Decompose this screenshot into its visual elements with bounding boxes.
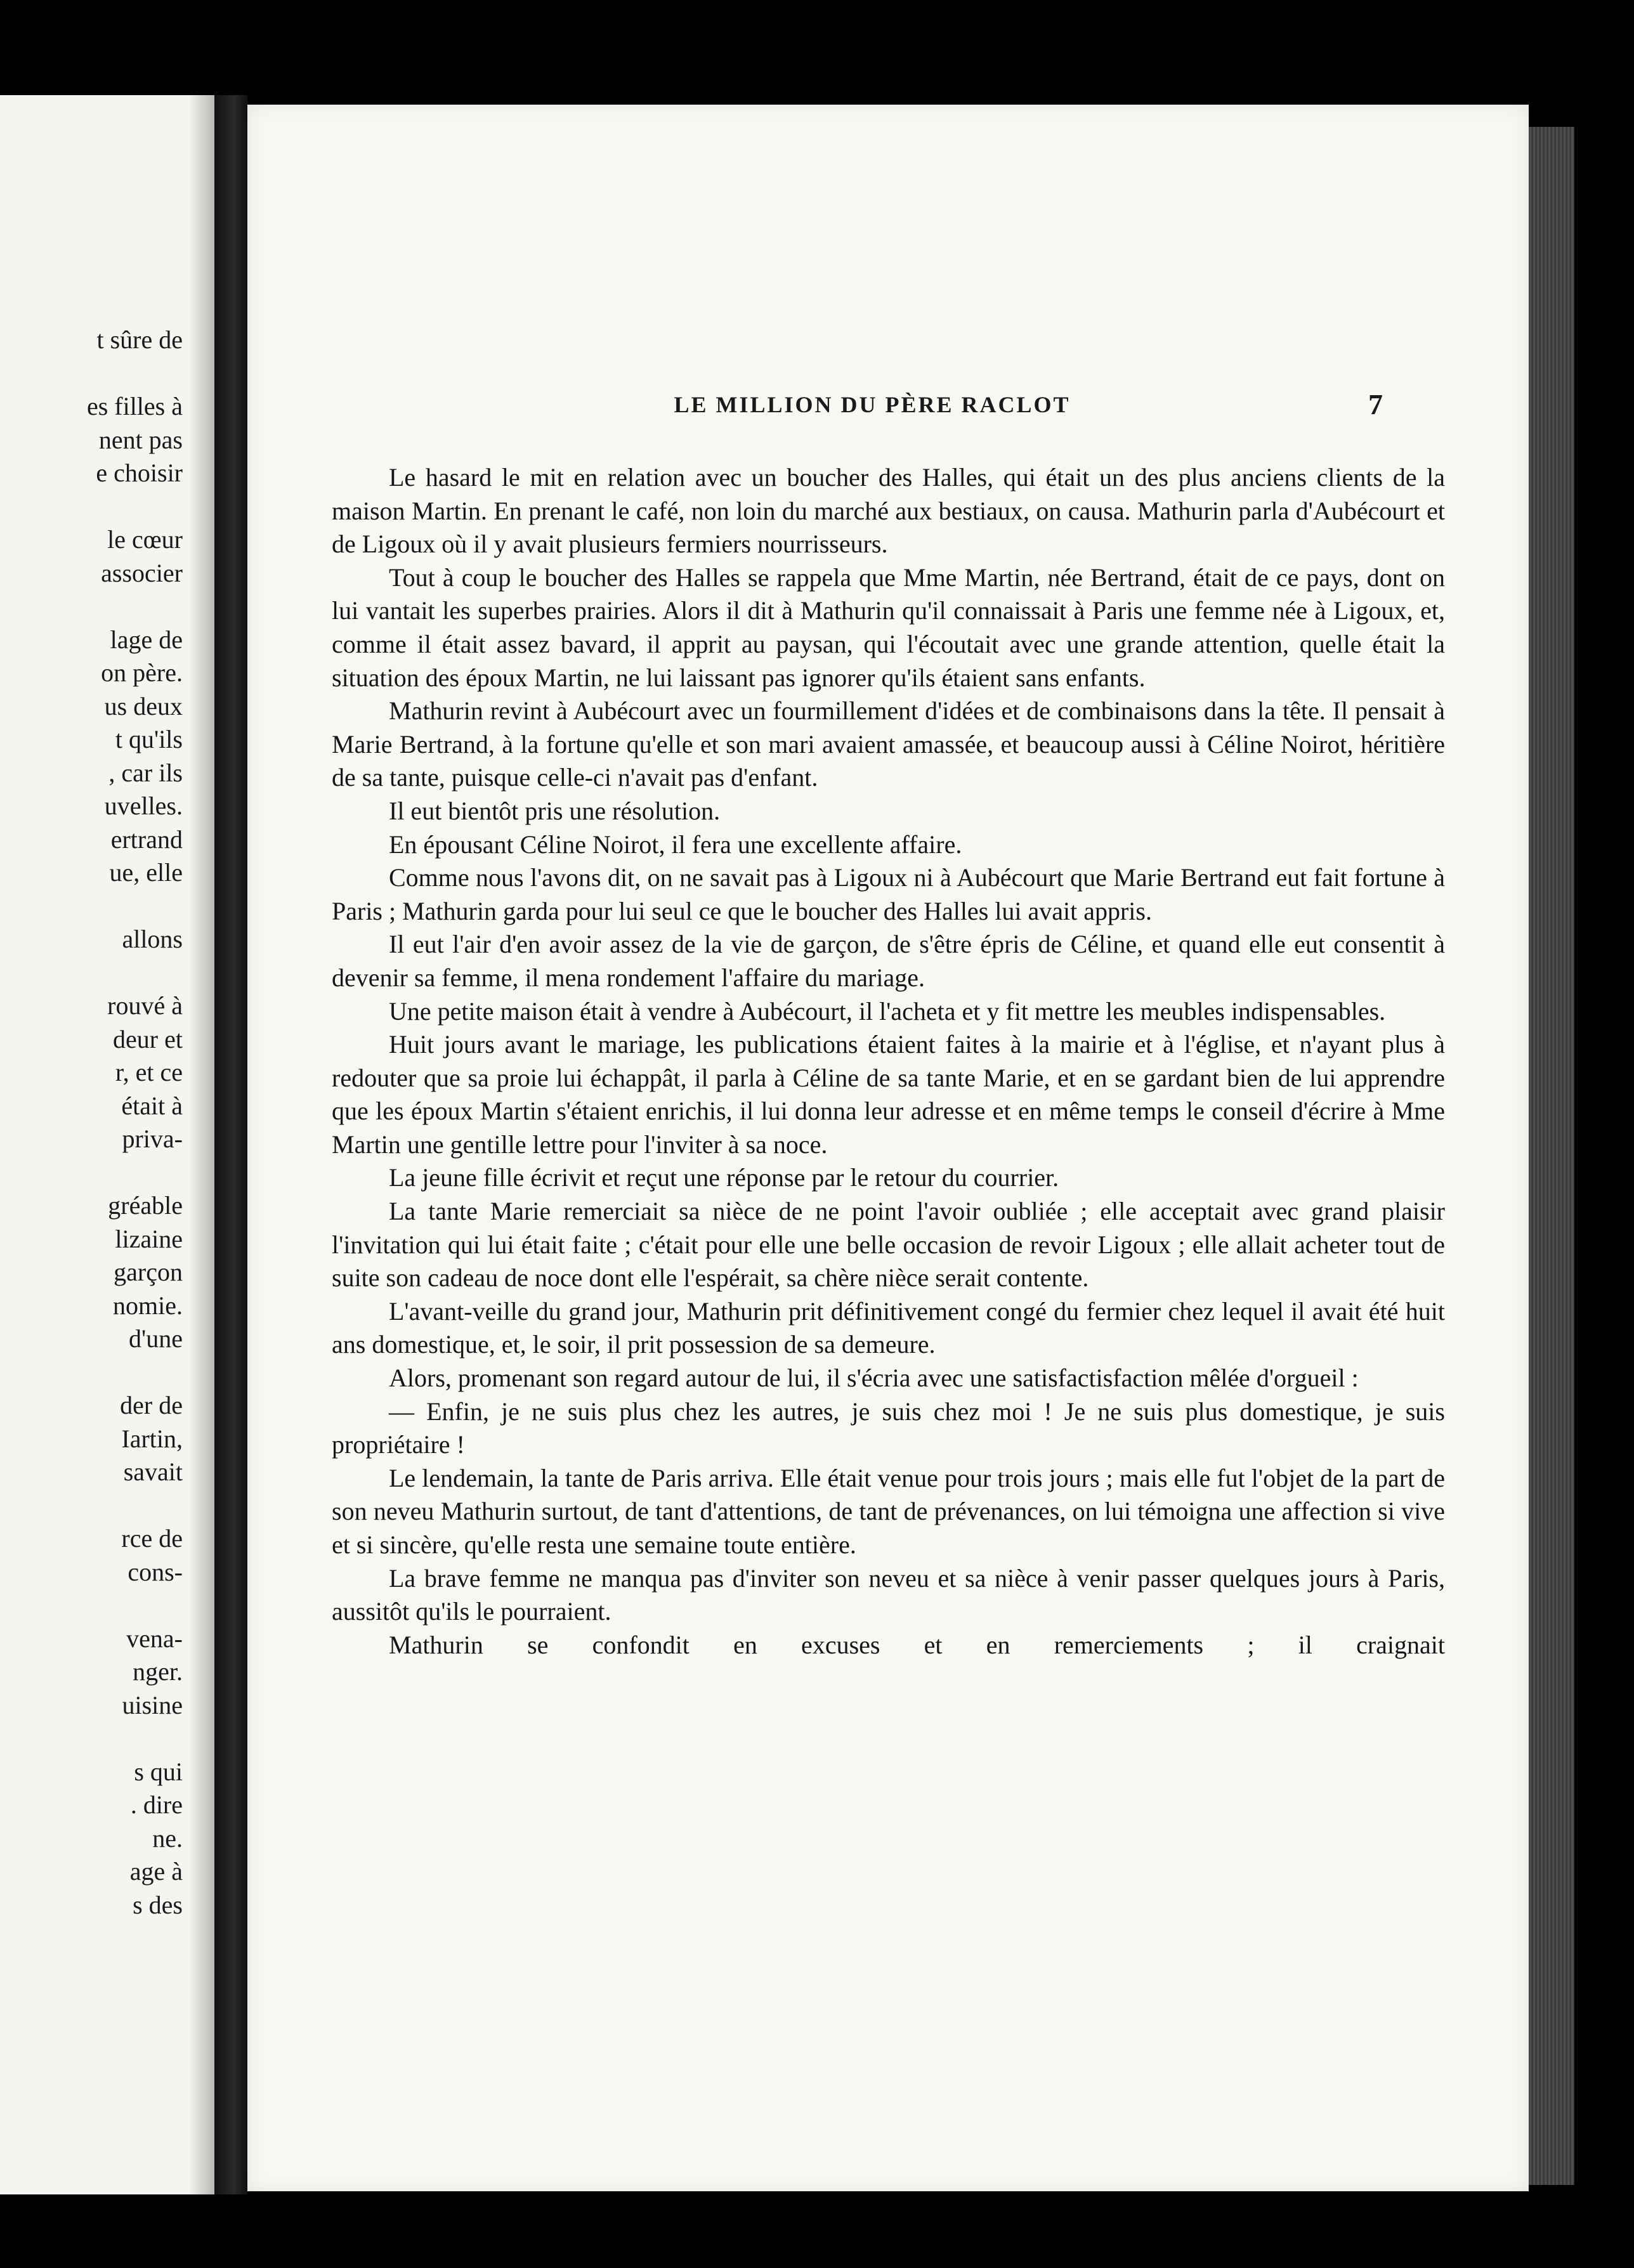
previous-page-line: d'une xyxy=(129,1324,183,1353)
previous-page-line: on père. xyxy=(101,658,183,687)
page-number: 7 xyxy=(1368,388,1383,420)
previous-page-line: uvelles. xyxy=(104,792,183,820)
previous-page-line xyxy=(87,956,183,990)
previous-page-line: nger. xyxy=(133,1657,183,1686)
previous-page-text xyxy=(87,323,183,1922)
previous-page-line: deur et xyxy=(113,1024,183,1053)
previous-page-line xyxy=(87,590,183,623)
previous-page-line: vena- xyxy=(126,1624,183,1653)
previous-page-line: rouvé à xyxy=(107,991,183,1020)
paragraph: La jeune fille écrivit et reçut une réponse par le retour du courrier. xyxy=(389,1163,1059,1192)
paragraph: Le hasard le mit en relation avec un boucher des Halles, qui était un des plus anciens clients de la maison Martin. En prenant le café, non loin du marché aux bestiaux, on causa. Mathurin parla d'Aubécourt et de Ligoux où il y avait plusieurs fermiers nourrisseurs. xyxy=(332,463,1445,559)
previous-page-line xyxy=(87,1589,183,1622)
previous-page-line: cons- xyxy=(127,1557,183,1586)
previous-page-line: associer xyxy=(101,558,183,587)
previous-page-line: nent pas xyxy=(98,425,183,454)
paragraph: Il eut l'air d'en avoir assez de la vie de garçon, de s'être épris de Céline, et quand elle eut consentit à devenir sa femme, il mena rondement l'affaire du mariage. xyxy=(332,930,1445,992)
previous-page-line: garçon xyxy=(114,1258,183,1286)
paragraph: Une petite maison était à vendre à Aubécourt, il l'acheta et y fit mettre les meubles indispensables. xyxy=(389,996,1386,1026)
previous-page-line: ue, elle xyxy=(109,858,183,887)
previous-page-line: us deux xyxy=(104,691,183,720)
running-title: LE MILLION DU PÈRE RACLOT xyxy=(674,392,1071,417)
body-text xyxy=(332,461,1445,1662)
previous-page xyxy=(0,95,214,2194)
previous-page-line xyxy=(87,490,183,524)
previous-page-line: savait xyxy=(123,1457,183,1486)
paragraph: Comme nous l'avons dit, on ne savait pas à Ligoux ni à Aubécourt que Marie Bertrand eut fait fortune à Paris ; Mathurin garda pour lui seul ce que le boucher des Halles lui avait appris. xyxy=(332,863,1445,925)
previous-page-line xyxy=(87,357,183,391)
previous-page-line: rce de xyxy=(121,1524,183,1553)
previous-page-line: e choisir xyxy=(96,459,183,487)
previous-page-line: , car ils xyxy=(108,758,183,787)
previous-page-line: Iartin, xyxy=(121,1424,183,1453)
previous-page-line: priva- xyxy=(122,1124,183,1153)
previous-page-line xyxy=(87,1156,183,1190)
previous-page-line: lizaine xyxy=(115,1224,183,1253)
previous-page-line: r, et ce xyxy=(115,1058,183,1086)
previous-page-line: nomie. xyxy=(113,1291,183,1320)
paragraph: Le lendemain, la tante de Paris arriva. Elle était venue pour trois jours ; mais elle fut l'objet de la part de son neveu Mathurin surtout, de tant d'attentions, de tant de prévenances, on lui témoigna une affection si vive et si sincère, qu'elle resta une semaine toute entière. xyxy=(332,1463,1445,1559)
previous-page-line xyxy=(87,890,183,923)
previous-page-line: ertrand xyxy=(110,824,183,854)
previous-page-line xyxy=(87,1489,183,1523)
previous-page-line: ne. xyxy=(152,1823,183,1853)
previous-page-line: s qui xyxy=(134,1757,183,1786)
previous-page-line: gréable xyxy=(108,1191,183,1220)
previous-page-line: lage de xyxy=(110,625,183,654)
paragraph: — Enfin, je ne suis plus chez les autres, je suis chez moi ! Je ne suis plus domestique, je suis propriétaire ! xyxy=(332,1397,1445,1459)
paragraph: Tout à coup le boucher des Halles se rappela que Mme Martin, née Bertrand, était de ce pays, dont on lui vantait les superbes prairies. Alors il dit à Mathurin qu'il connaissait à Paris une femme née à Ligoux, et, comme il était assez bavard, il apprit au paysan, qui l'écoutait avec une grande attention, quelle était la situation des époux Martin, ne lui laissant pas ignorer qu'ils étaient sans enfants. xyxy=(332,563,1445,692)
previous-page-line: allons xyxy=(122,925,183,953)
previous-page-line: age à xyxy=(129,1857,183,1886)
previous-page-line xyxy=(87,1356,183,1390)
previous-page-line: t sûre de xyxy=(96,325,183,354)
paragraph: L'avant-veille du grand jour, Mathurin prit définitivement congé du fermier chez lequel il avait été huit ans domestique, et, le soir, il prit possession de sa demeure. xyxy=(332,1296,1445,1359)
previous-page-line: t qu'ils xyxy=(115,725,183,753)
book-page xyxy=(247,105,1529,2191)
running-head xyxy=(247,388,1529,429)
paragraph: Mathurin se confondit en excuses et en remerciements ; il craignait xyxy=(389,1630,1445,1659)
previous-page-line xyxy=(87,1722,183,1756)
previous-page-line: es filles à xyxy=(86,392,183,420)
paragraph: Alors, promenant son regard autour de lui, il s'écria avec une satisfactisfaction mêlée d'orgueil : xyxy=(389,1364,1359,1393)
paragraph: La brave femme ne manqua pas d'inviter son neveu et sa nièce à venir passer quelques jours à Paris, aussitôt qu'ils le pourraient. xyxy=(332,1563,1445,1626)
paragraph: Huit jours avant le mariage, les publications étaient faites à la mairie et à l'église, et n'ayant plus à redouter que sa proie lui échappât, il parla à Céline de sa tante Marie, et en se gardant bien de lui apprendre que les époux Martin s'étaient enrichis, il lui donna leur adresse et en même temps le conseil d'écrire à Mme Martin une gentille lettre pour l'inviter à sa noce. xyxy=(332,1030,1445,1159)
previous-page-line: . dire xyxy=(130,1790,183,1819)
previous-page-line: le cœur xyxy=(107,525,183,554)
gutter-shadow xyxy=(189,95,214,2194)
page-edges xyxy=(1529,127,1574,2185)
paragraph: Il eut bientôt pris une résolution. xyxy=(389,796,721,825)
previous-page-line: uisine xyxy=(122,1690,183,1719)
paragraph: Mathurin revint à Aubécourt avec un fourmillement d'idées et de combinaisons dans la tête. Il pensait à Marie Bertrand, à la fortune qu'elle et son mari avaient amassée, et beaucoup aussi à Céline Noirot, héritière de sa tante, puisque celle-ci n'avait pas d'enfant. xyxy=(332,696,1445,792)
paragraph: En épousant Céline Noirot, il fera une excellente affaire. xyxy=(389,830,962,859)
previous-page-line: était à xyxy=(121,1091,183,1120)
paragraph: La tante Marie remerciait sa nièce de ne point l'avoir oubliée ; elle acceptait avec grand plaisir l'invitation qui lui était faite ; c'était pour elle une belle occasion de revoir Ligoux ; elle allait acheter tout de suite son cadeau de noce dont elle l'espérait, sa chère nièce serait contente. xyxy=(332,1197,1445,1293)
previous-page-line: der de xyxy=(120,1391,183,1419)
previous-page-line: s des xyxy=(133,1890,183,1919)
